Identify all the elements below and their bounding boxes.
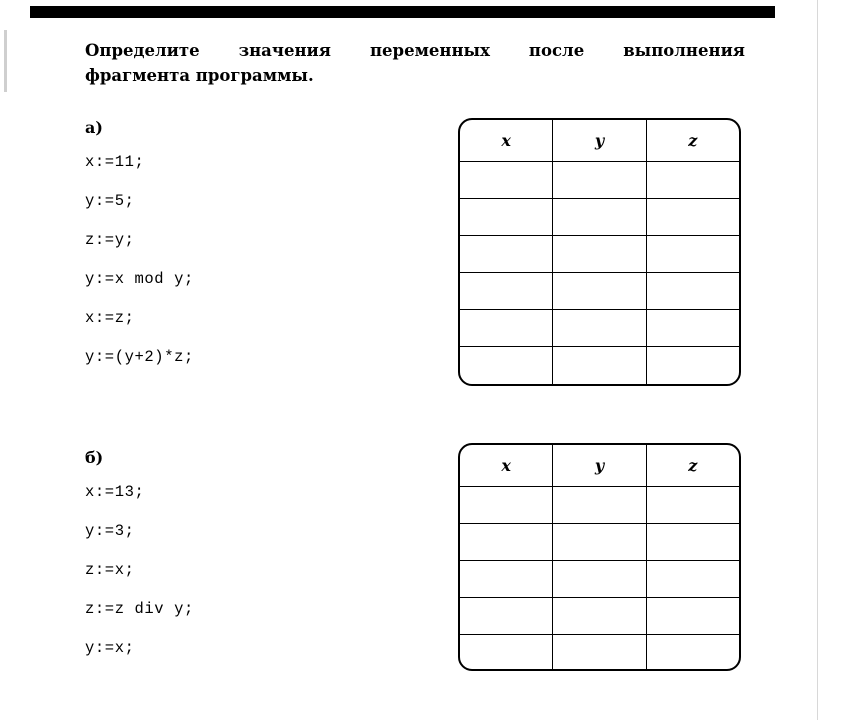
page-title — [85, 38, 745, 88]
table-row — [460, 236, 739, 273]
answer-cell[interactable] — [647, 635, 739, 671]
answer-cell[interactable] — [647, 487, 739, 523]
task-a-code-line-5: x:=z; — [85, 309, 135, 327]
answer-cell[interactable] — [647, 598, 739, 634]
task-b-code-line-5: y:=x; — [85, 639, 135, 657]
task-b-answer-table — [458, 443, 741, 671]
answer-cell[interactable] — [647, 162, 739, 198]
task-a-letter: а) — [85, 118, 103, 137]
table-row — [460, 598, 739, 635]
task-b-code-line-3: z:=x; — [85, 561, 135, 579]
answer-cell[interactable] — [553, 598, 646, 634]
table-row — [460, 487, 739, 524]
column-header-z: z — [688, 131, 698, 150]
task-a-code-line-4: y:=x mod y; — [85, 270, 194, 288]
answer-cell[interactable] — [460, 561, 553, 597]
answer-cell[interactable] — [553, 487, 646, 523]
answer-cell[interactable] — [460, 162, 553, 198]
column-header-y: y — [553, 120, 646, 161]
answer-cell[interactable] — [553, 199, 646, 235]
task-a-code-line-2: y:=5; — [85, 192, 135, 210]
left-margin-mark — [4, 30, 7, 92]
table-row — [460, 199, 739, 236]
task-a — [85, 118, 194, 387]
answer-cell[interactable] — [460, 199, 553, 235]
table-row — [460, 273, 739, 310]
task-a-code-line-1: x:=11; — [85, 153, 145, 171]
answer-cell[interactable] — [460, 273, 553, 309]
prompt-line-1: Определите значения переменных после выполнения — [85, 41, 745, 60]
task-b-letter: б) — [85, 448, 104, 467]
task-a-code-line-6: y:=(y+2)*z; — [85, 348, 194, 366]
answer-cell[interactable] — [553, 347, 646, 384]
answer-cell[interactable] — [553, 561, 646, 597]
table-header-row — [460, 120, 739, 162]
task-b-code-line-2: y:=3; — [85, 522, 135, 540]
answer-cell[interactable] — [460, 598, 553, 634]
task-a-answer-table — [458, 118, 741, 386]
table-header-row — [460, 445, 739, 487]
answer-cell[interactable] — [553, 236, 646, 272]
task-b-code-line-1: x:=13; — [85, 483, 145, 501]
table-row — [460, 635, 739, 671]
answer-cell[interactable] — [647, 524, 739, 560]
top-rule — [30, 6, 775, 18]
answer-cell[interactable] — [647, 310, 739, 346]
answer-cell[interactable] — [647, 347, 739, 384]
column-header-z: z — [688, 456, 698, 475]
answer-cell[interactable] — [460, 236, 553, 272]
answer-cell[interactable] — [553, 273, 646, 309]
answer-cell[interactable] — [460, 310, 553, 346]
task-a-code-line-3: z:=y; — [85, 231, 135, 249]
answer-cell[interactable] — [647, 561, 739, 597]
answer-cell[interactable] — [553, 635, 646, 671]
answer-cell[interactable] — [460, 347, 553, 384]
answer-cell[interactable] — [647, 236, 739, 272]
answer-cell[interactable] — [460, 635, 553, 671]
answer-cell[interactable] — [460, 487, 553, 523]
answer-cell[interactable] — [553, 310, 646, 346]
table-row — [460, 162, 739, 199]
table-row — [460, 310, 739, 347]
page-right-gutter — [817, 0, 845, 720]
column-header-y: y — [553, 445, 646, 486]
column-header-x: x — [460, 445, 553, 486]
prompt-line-2: фрагмента программы. — [85, 66, 314, 85]
answer-cell[interactable] — [647, 199, 739, 235]
task-b — [85, 448, 194, 678]
table-row — [460, 347, 739, 384]
table-row — [460, 524, 739, 561]
answer-cell[interactable] — [553, 524, 646, 560]
answer-cell[interactable] — [553, 162, 646, 198]
task-b-code-line-4: z:=z div y; — [85, 600, 194, 618]
answer-cell[interactable] — [460, 524, 553, 560]
table-row — [460, 561, 739, 598]
column-header-x: x — [460, 120, 553, 161]
answer-cell[interactable] — [647, 273, 739, 309]
